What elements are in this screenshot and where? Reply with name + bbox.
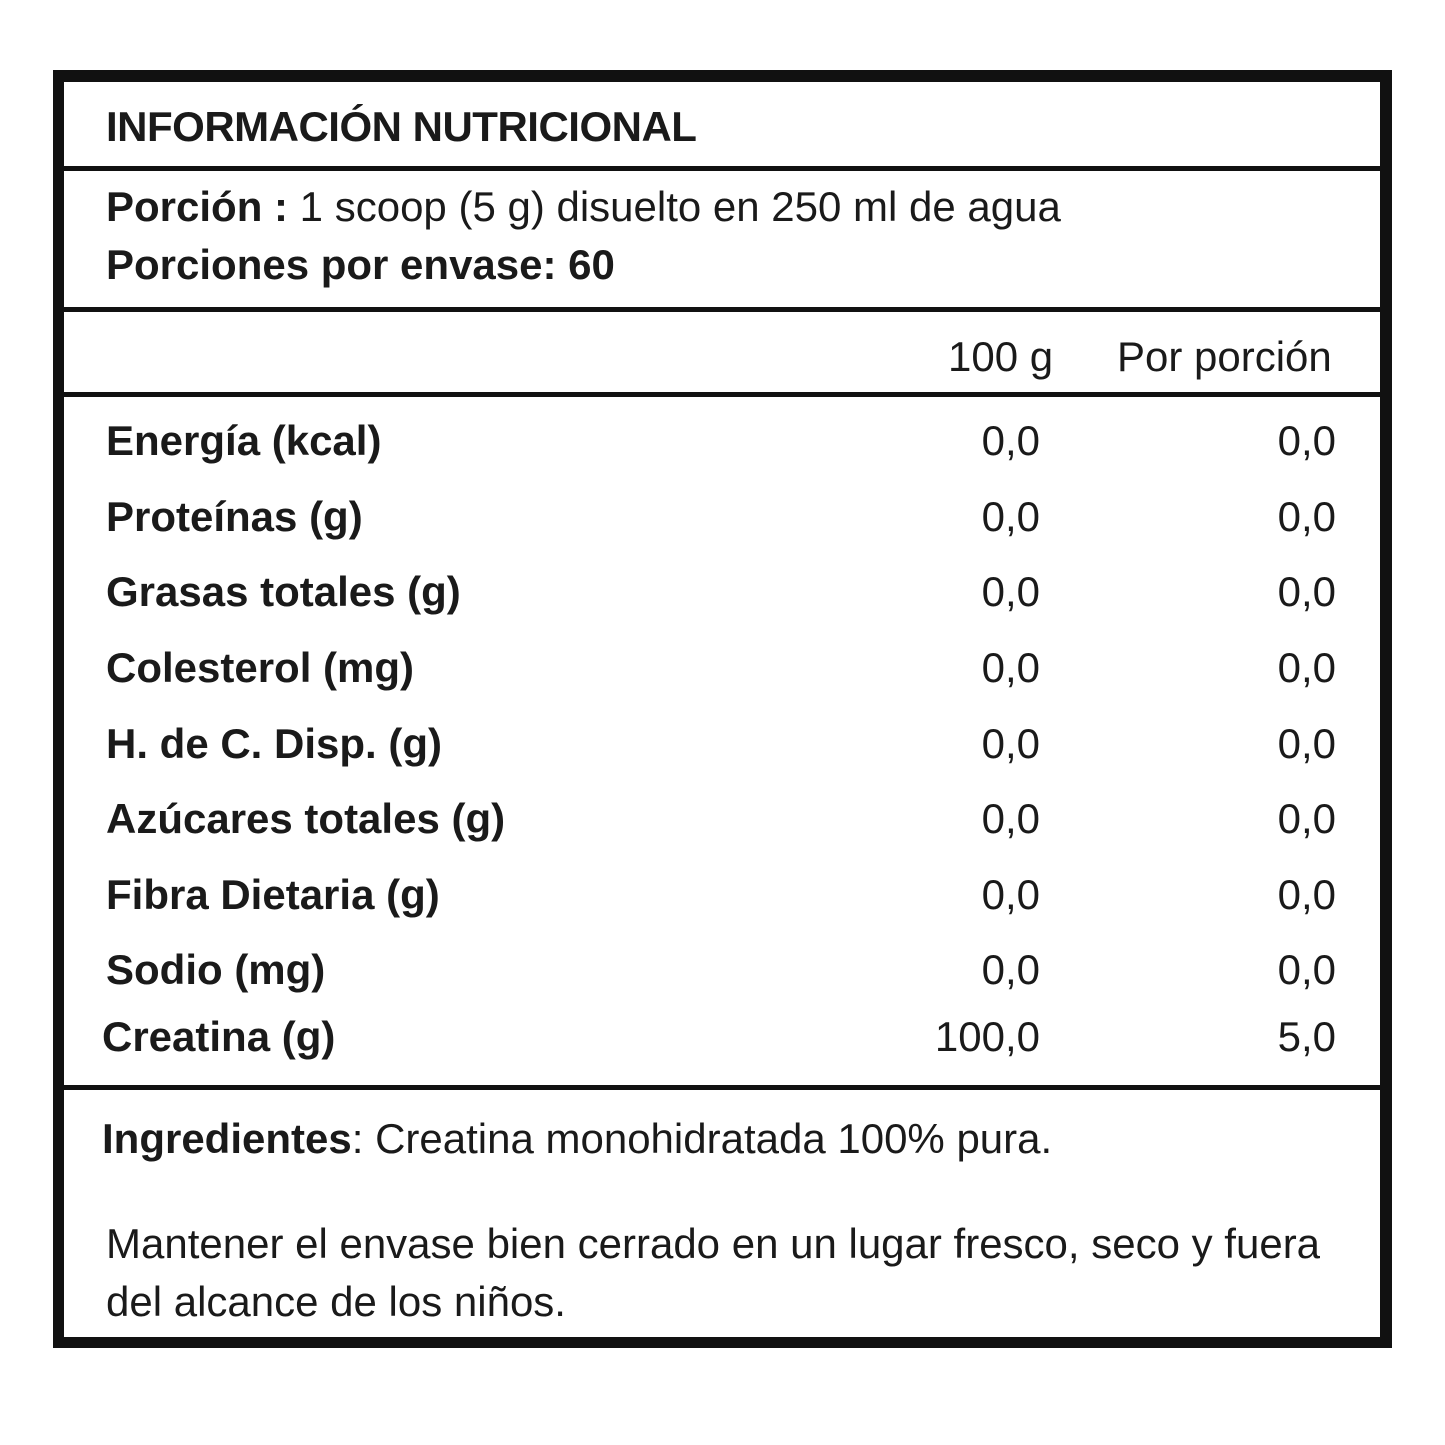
nutrient-value-100g: 0,0 (981, 493, 1040, 540)
nutrition-facts-label (53, 70, 1392, 1348)
nutrient-value-100g: 100,0 (934, 1013, 1040, 1060)
nutrient-value-100g: 0,0 (981, 871, 1040, 918)
nutrient-value-per-serving: 0,0 (1277, 946, 1336, 993)
nutrient-name: Grasas totales (g) (106, 568, 461, 615)
nutrient-value-per-serving: 5,0 (1277, 1013, 1336, 1060)
nutrient-name: H. de C. Disp. (g) (106, 720, 442, 767)
nutrient-name: Creatina (g) (102, 1013, 336, 1060)
nutrient-value-100g: 0,0 (981, 946, 1040, 993)
nutrient-value-per-serving: 0,0 (1277, 493, 1336, 540)
nutrient-name: Colesterol (mg) (106, 644, 415, 691)
nutrient-value-100g: 0,0 (981, 568, 1040, 615)
servings-per-container: Porciones por envase: 60 (106, 241, 615, 288)
nutrient-name: Fibra Dietaria (g) (106, 871, 440, 918)
storage-instructions: Mantener el envase bien cerrado en un lugar fresco, seco y fuera del alcance de los niños. (106, 1220, 1321, 1325)
nutrient-value-per-serving: 0,0 (1277, 644, 1336, 691)
ingredients-text: : Creatina monohidratada 100% pura. (351, 1115, 1053, 1162)
nutrient-value-100g: 0,0 (981, 795, 1040, 842)
serving-size (106, 183, 1061, 230)
nutrient-value-per-serving: 0,0 (1277, 417, 1336, 464)
nutrient-value-per-serving: 0,0 (1277, 871, 1336, 918)
nutrient-value-per-serving: 0,0 (1277, 795, 1336, 842)
nutrient-name: Energía (kcal) (106, 417, 382, 464)
nutrient-value-100g: 0,0 (981, 720, 1040, 767)
nutrient-name: Sodio (mg) (106, 946, 326, 993)
ingredients (102, 1115, 1053, 1162)
column-header-100g: 100 g (948, 333, 1054, 380)
column-header-per-serving: Por porción (1117, 333, 1332, 380)
ingredients-label: Ingredientes (102, 1115, 352, 1162)
divider-title (64, 166, 1380, 171)
divider-header (64, 392, 1380, 397)
divider-table (64, 1085, 1380, 1090)
label-title: INFORMACIÓN NUTRICIONAL (106, 103, 697, 150)
serving-size-value: 1 scoop (5 g) disuelto en 250 ml de agua (288, 183, 1061, 230)
nutrient-value-per-serving: 0,0 (1277, 568, 1336, 615)
nutrient-value-per-serving: 0,0 (1277, 720, 1336, 767)
nutrient-name: Proteínas (g) (106, 493, 363, 540)
nutrient-value-100g: 0,0 (981, 644, 1040, 691)
nutrient-name: Azúcares totales (g) (106, 795, 506, 842)
serving-size-label: Porción : (106, 183, 289, 230)
divider-serving (64, 307, 1380, 312)
nutrient-value-100g: 0,0 (981, 417, 1040, 464)
